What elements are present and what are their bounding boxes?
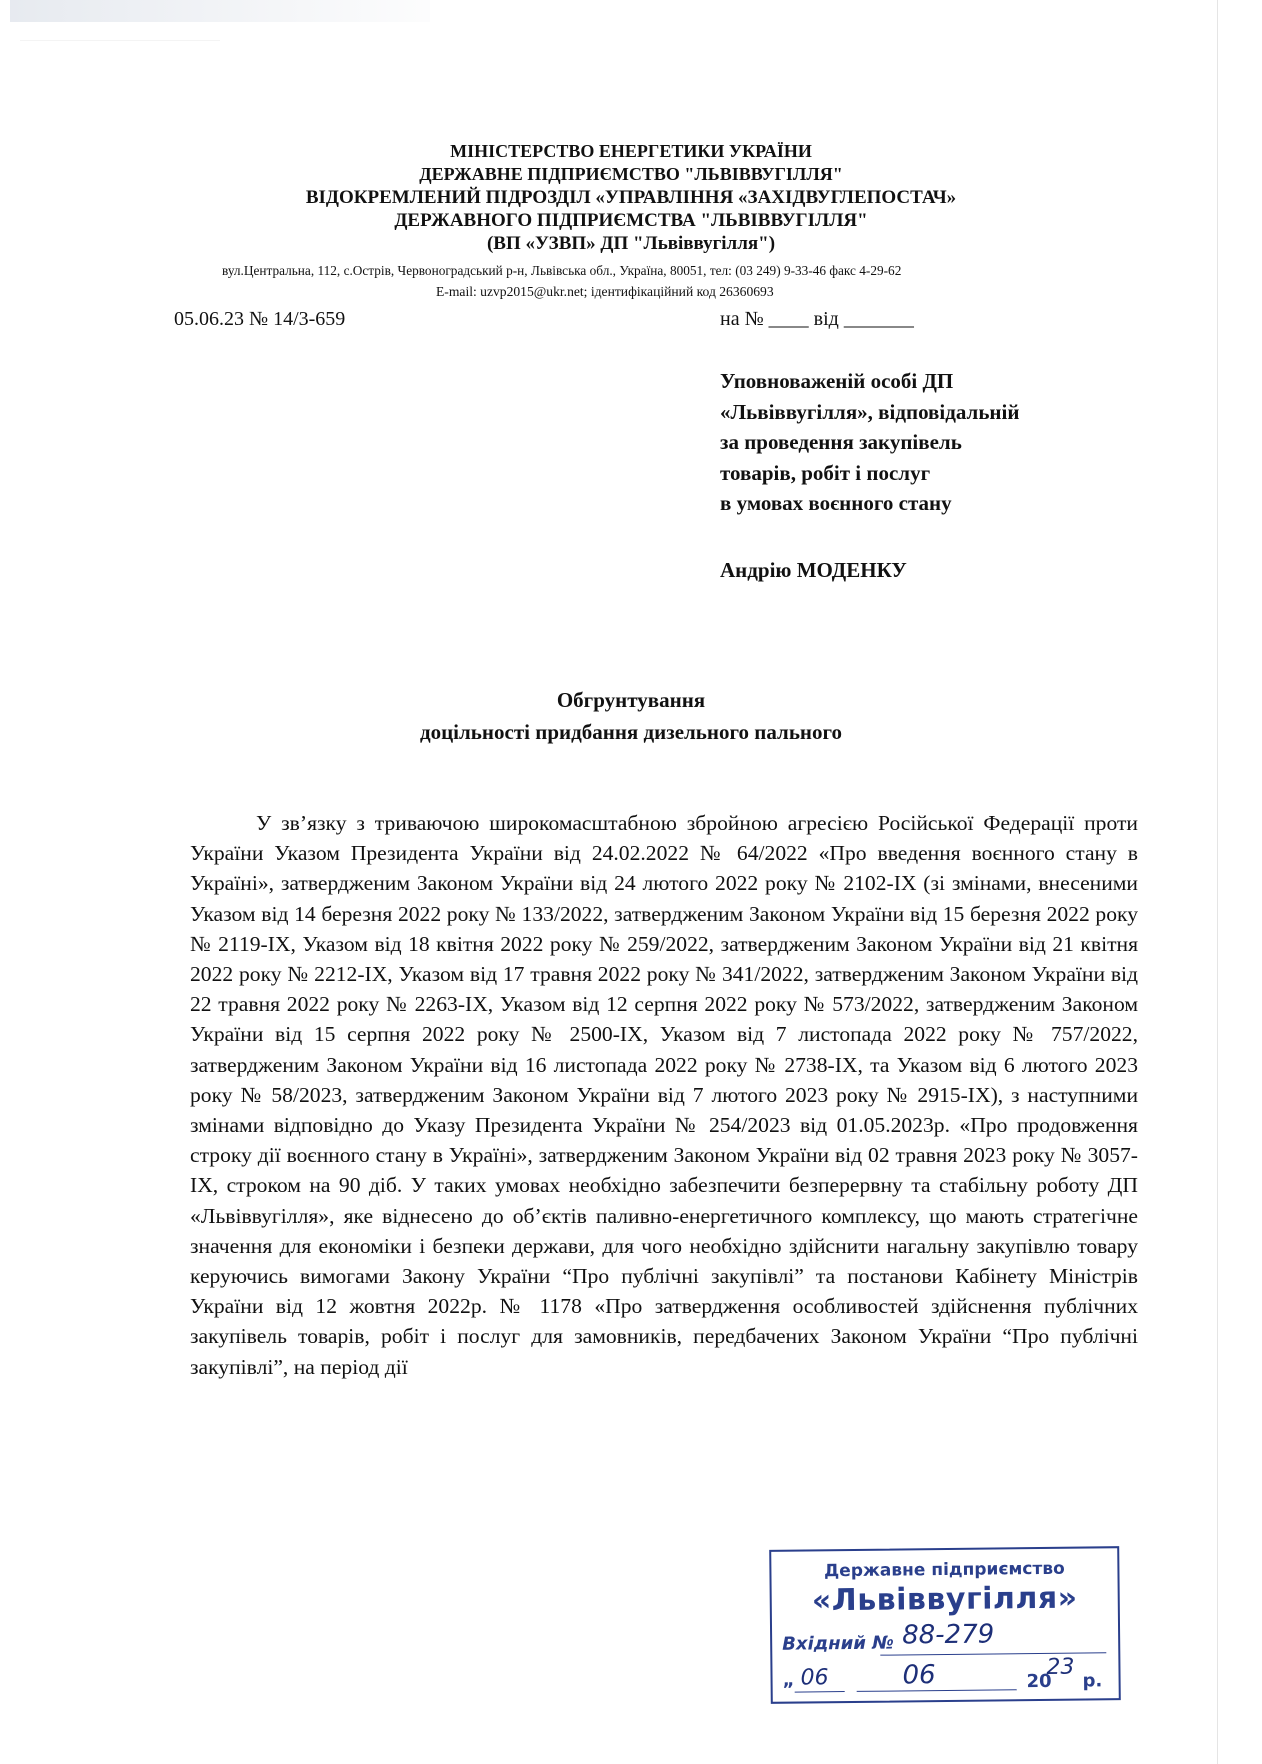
stamp-year-unit: р.: [1082, 1670, 1103, 1692]
stamp-day-line: [795, 1691, 845, 1693]
outgoing-number: 05.06.23 № 14/3-659: [174, 308, 346, 330]
stamp-date-mark: „: [782, 1669, 795, 1691]
stamp-day: 06: [800, 1665, 829, 1691]
addressee-line: «Львіввугілля», відповідальній: [720, 399, 1020, 424]
stamp-month-line: [857, 1689, 1017, 1692]
letterhead-division-line2: ДЕРЖАВНОГО ПІДПРИЄМСТВА "ЛЬВІВВУГІЛЛЯ": [394, 210, 868, 231]
title-line1: Обгрунтування: [556, 688, 706, 712]
body-paragraph: У зв’язку з триваючою широкомасштабною збройною агресією Російської Федерації проти України Указом Президента України від 24.02.2022 № 64/2022 «Про введення воєнного стану в Україні», затвердженим Законом України від 24 лютого 2022 року № 2102-IX (зі змінами, внесеними Указом від 14 березня 2022 року № 133/2022, затвердженим Законом України від 15 березня 2022 року № 2119-IX, Указом від 18 квітня 2022 року № 259/2022, затвердженим Законом України від 21 квітня 2022 року № 2212-IX, Указом від 17 травня 2022 року № 341/2022, затвердженим Законом України від 22 травня 2022 року № 2263-IX, Указом від 12 серпня 2022 року № 573/2022, затвердженим Законом України від 15 серпня 2022 року № 2500-IX, Указом від 7 листопада 2022 року № 757/2022, затвердженим Законом України від 16 листопада 2022 року № 2738-IX, та Указом від 6 лютого 2023 року № 58/2023, затвердженим Законом України від 7 лютого 2023 року № 2915-IX), з наступними змінами відповідно до Указу Президента України № 254/2023 від 01.05.2023р. «Про продовження строку дії воєнного стану в Україні», затвердженим Законом України від 02 травня 2023 року № 3057-IX, строком на 90 діб. У таких умовах необхідно забезпечити безперервну та стабільну роботу ДП «Львіввугілля», яке віднесено до об’єктів паливно-енергетичного комплексу, що мають стратегічне значення для економіки і безпеки держави, для чого необхідно здійснити нагальну закупівлю товару керуючись вимогами Закону України “Про публічні закупівлі” та постанови Кабінету Міністрів України від 12 жовтня 2022р. № 1178 «Про затвердження особливостей здійснення публічних закупівель товарів, робіт і послуг для замовників, передбачених Законом України “Про публічні закупівлі”, на період дії: [190, 811, 1138, 1379]
scan-edge-line: [1217, 0, 1218, 1764]
body-text: [190, 808, 1138, 1382]
addressee-line: товарів, робіт і послуг: [720, 460, 931, 485]
scan-artifact-corner: [20, 40, 220, 111]
reference-number: на № ____ від _______: [720, 308, 914, 330]
document-title: [0, 684, 1262, 748]
stamp-name: «Львіввугілля»: [811, 1580, 1078, 1619]
title-line2: доцільності придбання дизельного пального: [419, 720, 843, 744]
stamp-year-prefix: 20: [1026, 1670, 1052, 1693]
addressee-line: Уповноваженій особі ДП: [720, 369, 954, 393]
stamp-incoming-number: 88-279: [901, 1619, 995, 1651]
addressee-line: за проведення закупівель: [720, 430, 962, 454]
letterhead-short-name: (ВП «УЗВП» ДП "Львіввугілля"): [486, 233, 776, 254]
addressee-name: Андрію МОДЕНКУ: [720, 558, 907, 582]
letterhead-enterprise: ДЕРЖАВНЕ ПІДПРИЄМСТВО "ЛЬВІВВУГІЛЛЯ": [419, 164, 843, 184]
scan-artifact-top: [10, 0, 430, 22]
addressee-block: [720, 366, 1019, 519]
letterhead-division-line1: ВІДОКРЕМЛЕНИЙ ПІДРОЗДІЛ «УПРАВЛІННЯ «ЗАХІДВУГЛЕПОСТАЧ»: [305, 187, 957, 208]
letterhead-address: вул.Центральна, 112, с.Острів, Червоноградський р-н, Львівська обл., Україна, 80051, тел: (03 249) 9-33-46 факс 4-29-62: [222, 263, 902, 278]
letterhead-ministry: МІНІСТЕРСТВО ЕНЕРГЕТИКИ УКРАЇНИ: [450, 141, 812, 161]
stamp-year-suffix: 23: [1046, 1654, 1075, 1680]
letterhead-email: E-mail: uzvp2015@ukr.net; ідентифікаційний код 26360693: [436, 284, 774, 299]
stamp-month: 06: [902, 1660, 936, 1691]
stamp-org: Державне підприємство: [823, 1558, 1065, 1582]
stamp-incoming-label: Вхідний №: [782, 1632, 894, 1655]
letterhead: [0, 140, 1262, 255]
incoming-stamp: [769, 1546, 1121, 1704]
addressee-line: в умовах воєнного стану: [720, 491, 952, 515]
